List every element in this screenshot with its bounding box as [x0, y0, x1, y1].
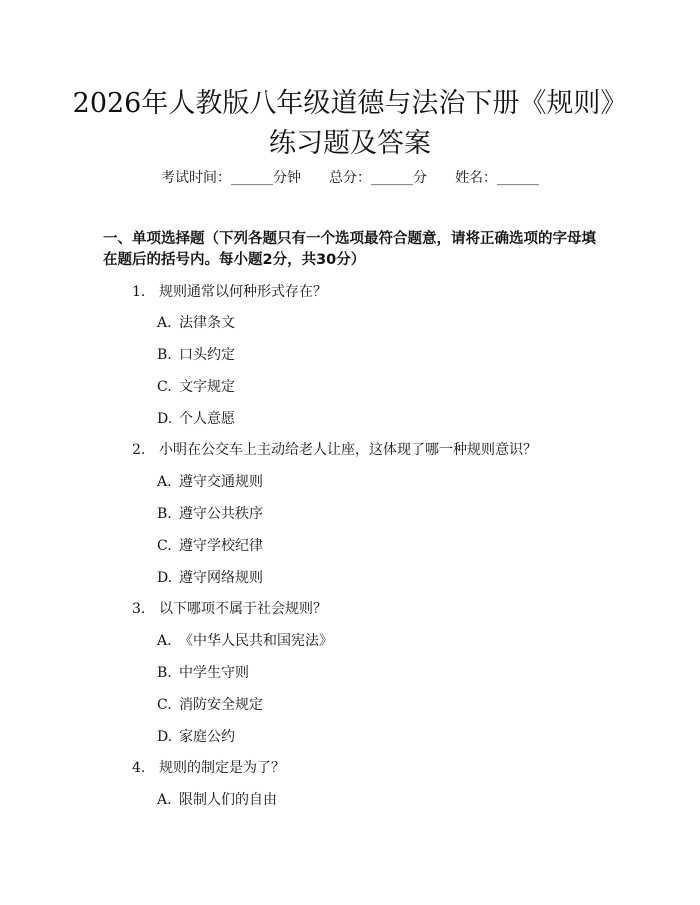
question-1-option-b	[157, 345, 235, 365]
student-name-field: 姓名：______	[455, 170, 539, 186]
option-text: 文字规定	[179, 379, 235, 395]
option-letter: B.	[157, 347, 172, 363]
question-number: 1.	[132, 284, 146, 300]
question-1-option-c	[157, 377, 235, 397]
question-2-option-c	[157, 536, 263, 556]
option-letter: B.	[157, 665, 172, 681]
option-text: 中学生守则	[179, 665, 249, 681]
exam-info-line	[0, 168, 700, 188]
option-text: 消防安全规定	[179, 697, 263, 713]
option-text: 遵守学校纪律	[179, 538, 263, 554]
option-letter: D.	[157, 411, 173, 427]
question-number: 3.	[132, 601, 146, 617]
option-letter: D.	[157, 729, 173, 745]
question-2-option-d	[157, 568, 263, 588]
option-letter: A.	[157, 315, 172, 331]
question-4	[132, 758, 285, 778]
document-title: 2026年人教版八年级道德与法治下册《规则》练习题及答案	[72, 88, 628, 159]
option-text: 法律条文	[179, 315, 235, 331]
option-text: 个人意愿	[179, 411, 235, 427]
question-1-option-a	[157, 313, 235, 333]
option-text: 《中华人民共和国宪法》	[179, 633, 333, 649]
option-text: 遵守网络规则	[179, 570, 263, 586]
exam-time-field: 考试时间：______分钟	[161, 170, 301, 186]
question-4-option-a	[157, 790, 277, 810]
option-text: 限制人们的自由	[179, 792, 277, 808]
question-3-option-c	[157, 695, 263, 715]
question-2-option-a	[157, 472, 263, 492]
option-letter: D.	[157, 570, 173, 586]
question-2-option-b	[157, 504, 263, 524]
option-text: 口头约定	[179, 347, 235, 363]
option-text: 家庭公约	[179, 729, 235, 745]
total-score-field: 总分：______分	[329, 170, 427, 186]
question-3-option-a	[157, 631, 333, 651]
option-letter: C.	[157, 379, 172, 395]
question-1-option-d	[157, 409, 235, 429]
option-letter: A.	[157, 792, 172, 808]
question-3-option-d	[157, 727, 235, 747]
section-heading: 一、单项选择题（下列各题只有一个选项最符合题意，请将正确选项的字母填在题后的括号内。每小题2分，共30分）	[103, 231, 596, 268]
question-3-option-b	[157, 663, 249, 683]
question-text: 规则的制定是为了？	[159, 760, 285, 776]
question-number: 4.	[132, 760, 146, 776]
question-3	[132, 599, 327, 619]
question-text: 规则通常以何种形式存在？	[159, 284, 327, 300]
option-letter: A.	[157, 633, 172, 649]
option-letter: B.	[157, 506, 172, 522]
option-letter: A.	[157, 474, 172, 490]
option-letter: C.	[157, 538, 172, 554]
question-number: 2.	[132, 442, 146, 458]
question-2	[132, 440, 537, 460]
question-1	[132, 282, 327, 302]
option-letter: C.	[157, 697, 172, 713]
question-text: 小明在公交车上主动给老人让座，这体现了哪一种规则意识？	[159, 442, 537, 458]
option-text: 遵守交通规则	[179, 474, 263, 490]
question-text: 以下哪项不属于社会规则？	[159, 601, 327, 617]
option-text: 遵守公共秩序	[179, 506, 263, 522]
